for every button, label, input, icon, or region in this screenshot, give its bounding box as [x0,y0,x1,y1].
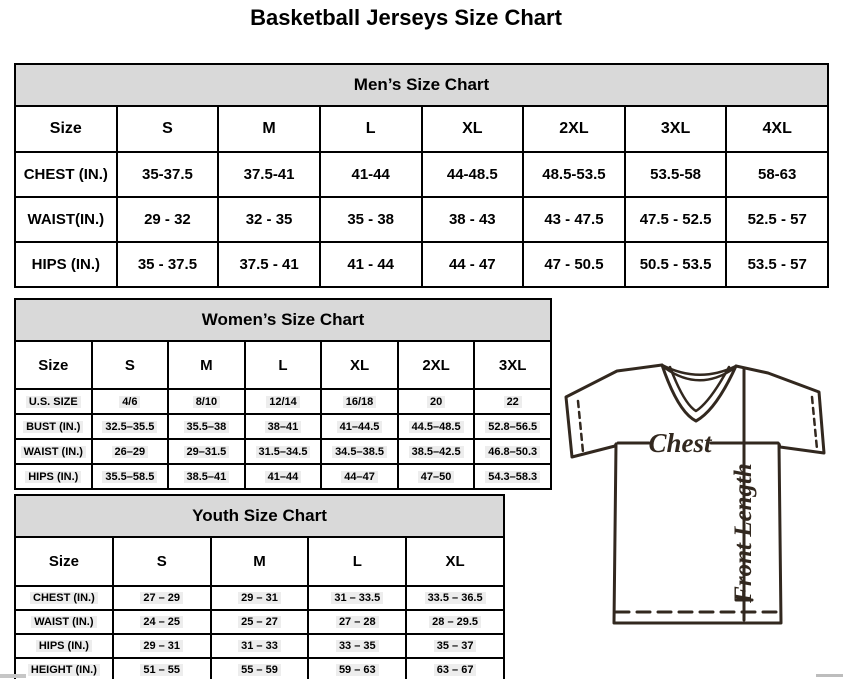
size-value: 53.5 - 57 [726,242,828,287]
size-value: 35-37.5 [117,152,219,197]
size-column-header: M [211,537,309,586]
size-value: 47.5 - 52.5 [625,197,727,242]
size-value: 44–47 [321,464,398,489]
table-row [15,439,551,464]
table-row [15,658,504,679]
size-value: 33 – 35 [308,634,406,658]
row-label: CHEST (IN.) [15,152,117,197]
size-value: 59 – 63 [308,658,406,679]
size-value: 54.3–58.3 [474,464,551,489]
size-column-header: 2XL [398,341,475,389]
size-value: 50.5 - 53.5 [625,242,727,287]
corner-label: Size [15,106,117,152]
table-row [15,586,504,610]
size-value: 52.8–56.5 [474,414,551,439]
size-value: 46.8–50.3 [474,439,551,464]
size-value: 26–29 [92,439,169,464]
jersey-measurement-diagram [556,355,843,645]
table-row [15,610,504,634]
mens-size-table [14,63,829,288]
scrollbar-fragment-left[interactable] [0,674,26,678]
size-value: 32.5–35.5 [92,414,169,439]
size-value: 38–41 [245,414,322,439]
size-value: 38.5–41 [168,464,245,489]
corner-label: Size [15,341,92,389]
size-column-header: M [168,341,245,389]
size-column-header: 3XL [474,341,551,389]
size-value: 52.5 - 57 [726,197,828,242]
size-column-header: L [245,341,322,389]
sleeve-stitch-right [812,397,817,449]
size-value: 41 - 44 [320,242,422,287]
size-column-header: XL [321,341,398,389]
size-value: 41-44 [320,152,422,197]
jersey-outline [566,365,824,623]
size-value: 35 - 38 [320,197,422,242]
size-value: 37.5-41 [218,152,320,197]
size-value: 29 - 32 [117,197,219,242]
size-value: 48.5-53.5 [523,152,625,197]
table-row [15,464,551,489]
size-value: 29 – 31 [113,634,211,658]
corner-label: Size [15,537,113,586]
size-column-header: L [308,537,406,586]
size-column-header: 2XL [523,106,625,152]
size-column-header: M [218,106,320,152]
row-label: HIPS (IN.) [15,634,113,658]
youth-size-table [14,494,505,679]
table-row [15,389,551,414]
row-label: HIPS (IN.) [15,242,117,287]
size-value: 44.5–48.5 [398,414,475,439]
size-value: 47–50 [398,464,475,489]
size-value: 27 – 28 [308,610,406,634]
size-value: 16/18 [321,389,398,414]
size-value: 41–44 [245,464,322,489]
front-length-label: Front Length [730,463,757,603]
size-value: 31 – 33.5 [308,586,406,610]
table-title: Women’s Size Chart [15,299,551,341]
table-row [15,242,828,287]
row-label: WAIST (IN.) [15,439,92,464]
table-row [15,152,828,197]
row-label: HEIGHT (IN.) [15,658,113,679]
size-value: 53.5-58 [625,152,727,197]
scrollbar-fragment-right[interactable] [816,674,843,677]
size-value: 35 – 37 [406,634,504,658]
sleeve-stitch-left [578,401,583,452]
size-value: 33.5 – 36.5 [406,586,504,610]
size-value: 24 – 25 [113,610,211,634]
size-value: 20 [398,389,475,414]
table-row [15,634,504,658]
size-value: 27 – 29 [113,586,211,610]
size-column-header: 3XL [625,106,727,152]
size-value: 4/6 [92,389,169,414]
row-label: U.S. SIZE [15,389,92,414]
size-value: 31.5–34.5 [245,439,322,464]
table-row [15,197,828,242]
row-label: BUST (IN.) [15,414,92,439]
size-value: 31 – 33 [211,634,309,658]
row-label: HIPS (IN.) [15,464,92,489]
row-label: CHEST (IN.) [15,586,113,610]
page-title: Basketball Jerseys Size Chart [250,5,562,30]
size-value: 41–44.5 [321,414,398,439]
size-column-header: L [320,106,422,152]
row-label: WAIST(IN.) [15,197,117,242]
size-value: 37.5 - 41 [218,242,320,287]
size-value: 29–31.5 [168,439,245,464]
size-column-header: XL [406,537,504,586]
size-value: 34.5–38.5 [321,439,398,464]
size-value: 22 [474,389,551,414]
size-column-header: S [113,537,211,586]
size-value: 58-63 [726,152,828,197]
size-value: 29 – 31 [211,586,309,610]
size-value: 35 - 37.5 [117,242,219,287]
size-value: 43 - 47.5 [523,197,625,242]
size-value: 28 – 29.5 [406,610,504,634]
size-column-header: XL [422,106,524,152]
size-value: 38 - 43 [422,197,524,242]
size-value: 32 - 35 [218,197,320,242]
size-column-header: 4XL [726,106,828,152]
size-value: 38.5–42.5 [398,439,475,464]
size-value: 12/14 [245,389,322,414]
size-value: 63 – 67 [406,658,504,679]
size-value: 35.5–58.5 [92,464,169,489]
womens-size-table [14,298,552,490]
table-row [15,414,551,439]
size-value: 25 – 27 [211,610,309,634]
row-label: WAIST (IN.) [15,610,113,634]
size-value: 47 - 50.5 [523,242,625,287]
table-title: Men’s Size Chart [15,64,828,106]
size-column-header: S [117,106,219,152]
chest-label: Chest [648,428,712,458]
size-value: 8/10 [168,389,245,414]
size-value: 51 – 55 [113,658,211,679]
size-value: 44-48.5 [422,152,524,197]
size-value: 55 – 59 [211,658,309,679]
size-value: 44 - 47 [422,242,524,287]
table-title: Youth Size Chart [15,495,504,537]
size-value: 35.5–38 [168,414,245,439]
size-column-header: S [92,341,169,389]
